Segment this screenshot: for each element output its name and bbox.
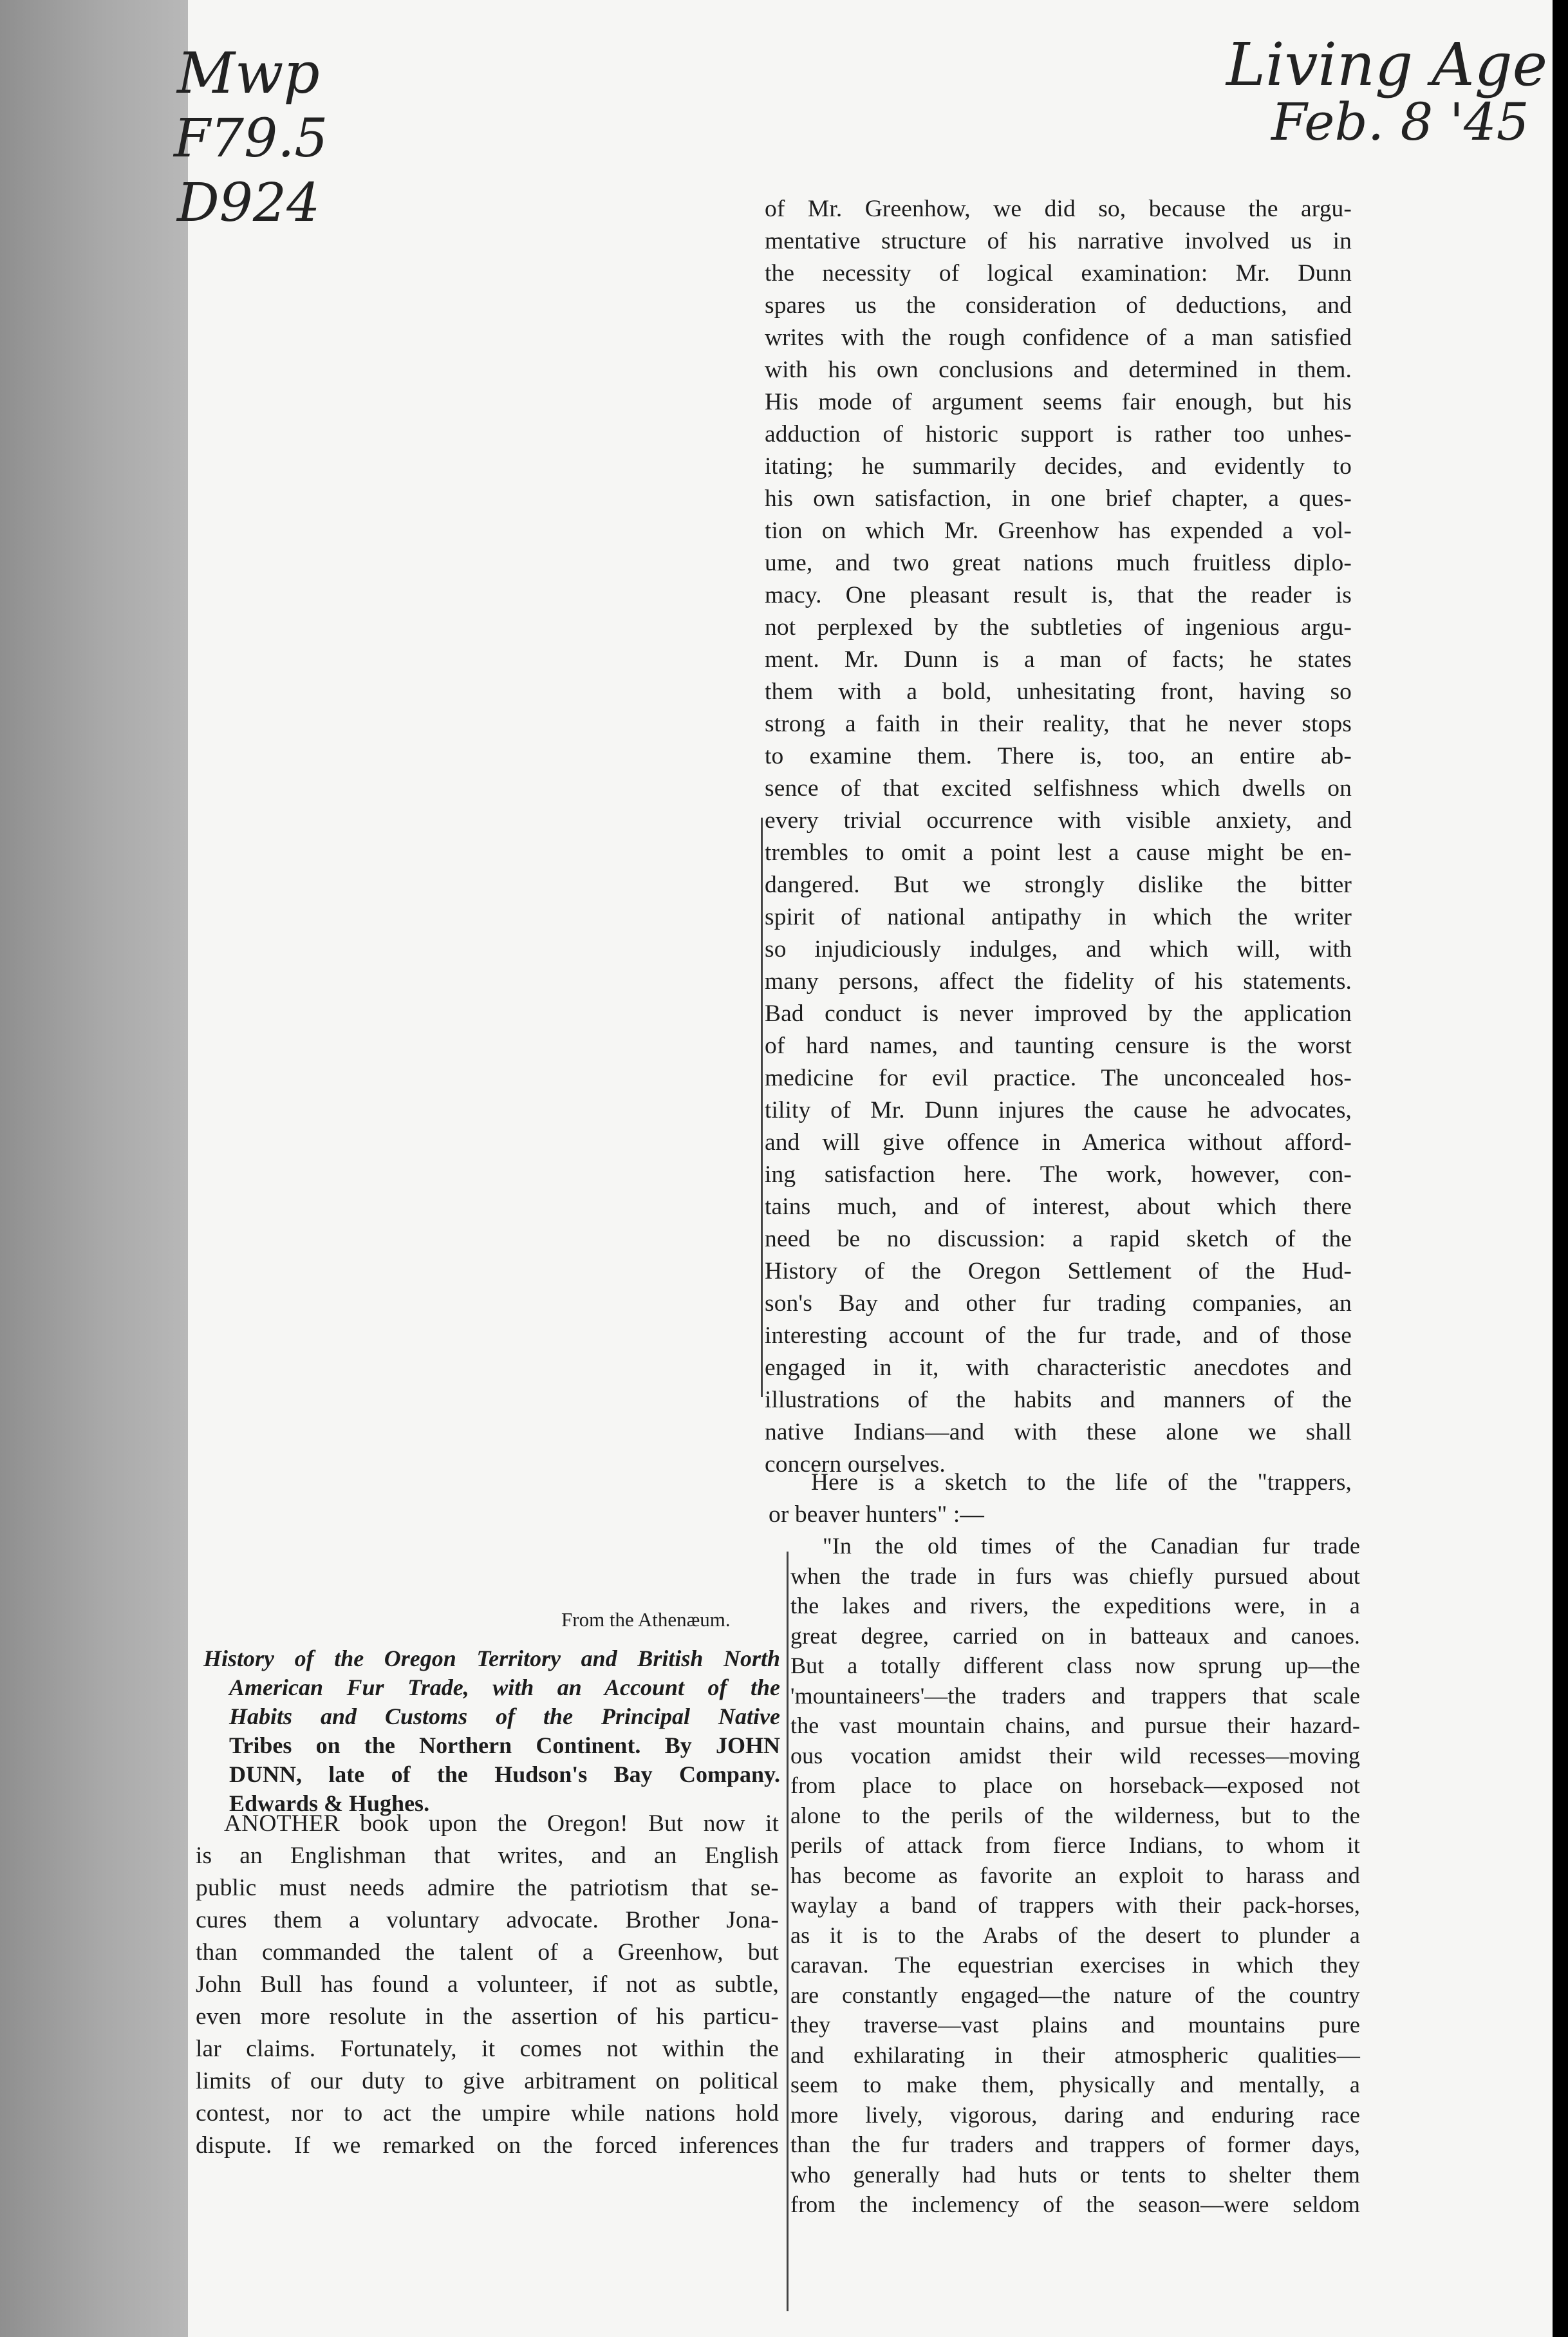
body-line: them with a bold, unhesitating front, having so bbox=[765, 679, 1352, 705]
quote-line: perils of attack from fierce Indians, to whom it bbox=[790, 1832, 1360, 1858]
body-line: many persons, affect the fidelity of his statements. bbox=[765, 968, 1352, 995]
body-line: itating; he summarily decides, and evidently to bbox=[765, 453, 1352, 480]
body-line: to examine them. There is, too, an entire ab- bbox=[765, 743, 1352, 769]
scan-margin-strip bbox=[0, 0, 188, 2337]
article-title bbox=[203, 1644, 780, 1818]
quote-line: caravan. The equestrian exercises in which they bbox=[790, 1952, 1360, 1978]
quote-line: alone to the perils of the wilderness, but to the bbox=[790, 1802, 1360, 1828]
quote-line: are constantly engaged—the nature of the country bbox=[790, 1982, 1360, 2008]
body-line: so injudiciously indulges, and which will, with bbox=[765, 936, 1352, 962]
body-line: tion on which Mr. Greenhow has expended a vol- bbox=[765, 518, 1352, 544]
quote-line: But a totally different class now sprung up—the bbox=[790, 1653, 1360, 1678]
body-line: ume, and two great nations much fruitless diplo- bbox=[765, 550, 1352, 576]
body-line: the necessity of logical examination: Mr. Dunn bbox=[765, 260, 1352, 286]
body-line: engaged in it, with characteristic anecdotes and bbox=[765, 1355, 1352, 1381]
body-line: not perplexed by the subtleties of ingenious argu- bbox=[765, 614, 1352, 641]
right-column-body bbox=[765, 193, 1352, 1481]
body-line: illustrations of the habits and manners of the bbox=[765, 1387, 1352, 1413]
quote-line: who generally had huts or tents to shelter them bbox=[790, 2161, 1360, 2188]
body-line: strong a faith in their reality, that he never stops bbox=[765, 711, 1352, 737]
body-line: contest, nor to act the umpire while nations hold bbox=[196, 2100, 779, 2126]
body-line: public must needs admire the patriotism that se- bbox=[196, 1875, 779, 1901]
body-line: trembles to omit a point lest a cause might be en- bbox=[765, 840, 1352, 866]
body-line: or beaver hunters" :— bbox=[769, 1501, 985, 1528]
quote-line: the vast mountain chains, and pursue their hazard- bbox=[790, 1713, 1360, 1738]
body-line: Bad conduct is never improved by the application bbox=[765, 1000, 1352, 1027]
title-line: Tribes on the Northern Continent. By JOHN bbox=[229, 1732, 780, 1758]
body-line: than commanded the talent of a Greenhow, but bbox=[196, 1939, 779, 1966]
quote-line: from place to place on horseback—exposed not bbox=[790, 1772, 1360, 1798]
body-line: Here is a sketch to the life of the "trappers, bbox=[811, 1469, 1352, 1496]
column-rule-lower bbox=[787, 1552, 789, 2311]
quote-line: ous vocation amidst their wild recesses—moving bbox=[790, 1742, 1360, 1769]
body-line: spares us the consideration of deductions, and bbox=[765, 292, 1352, 319]
handwritten-callnumber-line2: F79.5 bbox=[174, 108, 328, 169]
body-line: interesting account of the fur trade, and of those bbox=[765, 1322, 1352, 1349]
quote-line: than the fur traders and trappers of former days, bbox=[790, 2132, 1360, 2157]
body-line: need be no discussion: a rapid sketch of the bbox=[765, 1226, 1352, 1252]
quote-line: the lakes and rivers, the expeditions were, in a bbox=[790, 1593, 1360, 1619]
body-line: mentative structure of his narrative involved us in bbox=[765, 228, 1352, 254]
body-line: ANOTHER book upon the Oregon! But now it bbox=[224, 1810, 779, 1837]
handwritten-date-note: Feb. 8 '45 bbox=[1271, 92, 1529, 152]
body-line: his own satisfaction, in one brief chapter, a ques- bbox=[765, 485, 1352, 512]
quote-line: waylay a band of trappers with their pack-horses, bbox=[790, 1892, 1360, 1918]
quote-line: from the inclemency of the season—were seldom bbox=[790, 2192, 1360, 2217]
handwritten-callnumber-line3: D924 bbox=[177, 173, 321, 234]
body-line: medicine for evil practice. The unconcealed hos- bbox=[765, 1065, 1352, 1091]
handwritten-publication-note: Living Age bbox=[1226, 30, 1548, 99]
body-line: of Mr. Greenhow, we did so, because the argu- bbox=[765, 196, 1352, 222]
body-line: dispute. If we remarked on the forced inferences bbox=[196, 2132, 779, 2159]
quoted-passage bbox=[790, 1531, 1360, 2220]
body-line: of hard names, and taunting censure is the worst bbox=[765, 1033, 1352, 1059]
body-line: ment. Mr. Dunn is a man of facts; he states bbox=[765, 646, 1352, 673]
body-line: tains much, and of interest, about which there bbox=[765, 1194, 1352, 1220]
body-line: even more resolute in the assertion of his particu- bbox=[196, 2004, 779, 2030]
body-line: limits of our duty to give arbitrament on political bbox=[196, 2068, 779, 2094]
body-line: John Bull has found a volunteer, if not as subtle, bbox=[196, 1971, 779, 1998]
body-line: adduction of historic support is rather too unhes- bbox=[765, 421, 1352, 447]
body-line: sence of that excited selfishness which dwells on bbox=[765, 775, 1352, 802]
body-line: spirit of national antipathy in which the writer bbox=[765, 904, 1352, 930]
body-line: cures them a voluntary advocate. Brother Jona- bbox=[196, 1907, 779, 1933]
article-source-line: From the Athenæum. bbox=[561, 1608, 731, 1631]
title-line: Edwards & Hughes. bbox=[229, 1790, 430, 1816]
body-line: History of the Oregon Settlement of the Hud- bbox=[765, 1258, 1352, 1284]
body-line: writes with the rough confidence of a man satisfied bbox=[765, 324, 1352, 351]
quote-line: when the trade in furs was chiefly pursued about bbox=[790, 1563, 1360, 1589]
body-line: son's Bay and other fur trading companies, an bbox=[765, 1290, 1352, 1317]
body-line: dangered. But we strongly dislike the bitter bbox=[765, 872, 1352, 898]
body-line: tility of Mr. Dunn injures the cause he advocates, bbox=[765, 1097, 1352, 1123]
title-line: American Fur Trade, with an Account of the bbox=[229, 1675, 780, 1700]
quote-line: great degree, carried on in batteaux and canoes. bbox=[790, 1622, 1360, 1649]
handwritten-callnumber-line1: Mwp bbox=[177, 40, 320, 106]
body-line: native Indians—and with these alone we shall bbox=[765, 1419, 1352, 1445]
body-line: His mode of argument seems fair enough, but his bbox=[765, 389, 1352, 415]
quote-line: 'mountaineers'—the traders and trappers that scale bbox=[790, 1682, 1360, 1709]
quote-line: "In the old times of the Canadian fur trade bbox=[823, 1533, 1360, 1559]
body-line: is an Englishman that writes, and an English bbox=[196, 1843, 779, 1869]
title-line: History of the Oregon Territory and British North bbox=[203, 1646, 780, 1671]
body-line: ing satisfaction here. The work, however, con- bbox=[765, 1161, 1352, 1188]
column-rule-upper bbox=[761, 818, 763, 1397]
quote-line: has become as favorite an exploit to harass and bbox=[790, 1862, 1360, 1888]
body-line: concern ourselves. bbox=[765, 1451, 946, 1478]
body-line: with his own conclusions and determined in them. bbox=[765, 357, 1352, 383]
quote-line: and exhilarating in their atmospheric qualities— bbox=[790, 2041, 1360, 2068]
quote-line: seem to make them, physically and mentally, a bbox=[790, 2072, 1360, 2098]
quote-introduction bbox=[769, 1467, 1352, 1531]
title-line: Habits and Customs of the Principal Native bbox=[229, 1703, 780, 1729]
body-line: every trivial occurrence with visible anxiety, and bbox=[765, 807, 1352, 834]
quote-line: they traverse—vast plains and mountains pure bbox=[790, 2012, 1360, 2038]
body-line: macy. One pleasant result is, that the reader is bbox=[765, 582, 1352, 608]
quote-line: as it is to the Arabs of the desert to plunder a bbox=[790, 1922, 1360, 1948]
body-line: and will give offence in America without afford- bbox=[765, 1129, 1352, 1156]
body-line: lar claims. Fortunately, it comes not within the bbox=[196, 2036, 779, 2062]
title-line: DUNN, late of the Hudson's Bay Company. bbox=[229, 1761, 780, 1787]
left-column-body bbox=[196, 1808, 779, 2162]
quote-line: more lively, vigorous, daring and enduring race bbox=[790, 2101, 1360, 2128]
